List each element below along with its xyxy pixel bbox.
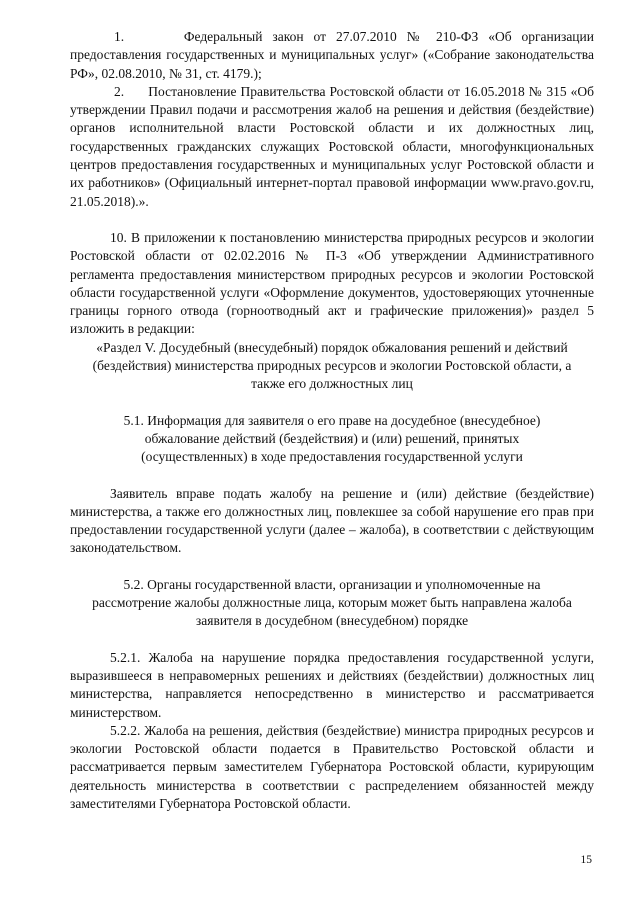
section-title: «Раздел V. Досудебный (внесудебный) порядок обжалования решений и действий (бездействия) министерства природных ресурсов и экологии Ростовской области, а также его должностных лиц <box>92 339 572 392</box>
paragraph-5-2-1: 5.2.1. Жалоба на нарушение порядка предоставления государственной услуги, выразившееся в неправомерных решениях и действиях (бездействии) должностных лиц министерства, направляется непосредственно в министерство и рассматривается министерством. <box>70 649 594 720</box>
page-number: 15 <box>580 854 592 866</box>
paragraph-5-1: Заявитель вправе подать жалобу на решение и (или) действие (бездействие) министерства, а также его должностных лиц, повлекшее за собой нарушение его прав при предоставлении государственной услуги (далее – жалоба), в соответствии с действующим законодательством. <box>70 485 594 556</box>
heading-5-1: 5.1. Информация для заявителя о его праве на досудебное (внесудебное) обжалование действий (бездействия) и (или) решений, принятых (осуществленных) в ходе предоставления государственной услуги <box>123 412 541 465</box>
paragraph-point-10: 10. В приложении к постановлению министерства природных ресурсов и экологии Ростовской области от 02.02.2016 № П-3 «Об утверждении Административного регламента предоставления министерством природных ресурсов и экологии Ростовской области государственной услуги «Оформление документов, удостоверяющих уточненные границы горного отвода (горноотводный акт и графические приложения)» раздел 5 изложить в редакции: <box>70 229 594 337</box>
list-item-1: 1. Федеральный закон от 27.07.2010 № 210-ФЗ «Об организации предоставления государственных и муниципальных услуг» («Собрание законодательства РФ», 02.08.2010, № 31, ст. 4179.); <box>70 29 594 81</box>
list-item-2: 2. Постановление Правительства Ростовской области от 16.05.2018 № 315 «Об утверждении Правил подачи и рассмотрения жалоб на решения и действия (бездействие) органов исполнительной власти Ростовской области и их должностных лиц, государственных гражданских служащих Ростовской области, многофункциональных центров предоставления государственных и муниципальных услуг Ростовской области и их работников» (Официальный интернет-портал правовой информации www.pravo.gov.ru, 21.05.2018).». <box>70 83 594 209</box>
heading-5-2: 5.2. Органы государственной власти, организации и уполномоченные на рассмотрение жалобы должностные лица, которым может быть направлена жалоба заявителя в досудебном (внесудебном) порядке <box>92 576 572 629</box>
paragraph-5-2-2: 5.2.2. Жалоба на решения, действия (бездействие) министра природных ресурсов и экологии Ростовской области подается в Правительство Ростовской области и рассматривается первым заместителем Губернатора Ростовской области, курирующим деятельность министерства в соответствии с распределением обязанностей между заместителями Губернатора Ростовской области. <box>70 722 594 811</box>
